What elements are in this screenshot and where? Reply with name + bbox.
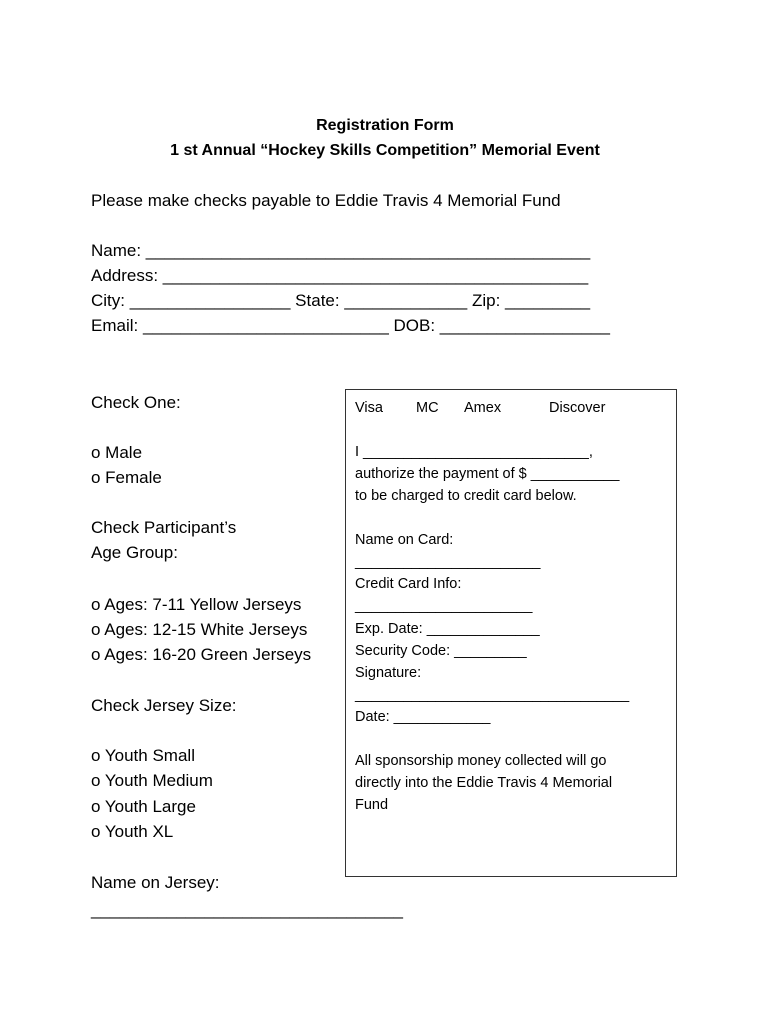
jersey-name-label: Name on Jersey: bbox=[91, 873, 220, 892]
sponsorship-note-line3: Fund bbox=[355, 797, 389, 813]
age-group-label: Check Participant’s bbox=[91, 518, 237, 537]
authorize-text: to be charged to credit card below. bbox=[355, 488, 577, 504]
sponsorship-note-line2: directly into the Eddie Travis 4 Memorial bbox=[355, 775, 613, 791]
authorizer-name-field[interactable]: I ____________________________, bbox=[355, 444, 593, 460]
age-option-12-15[interactable]: o Ages: 12-15 White Jerseys bbox=[91, 620, 308, 639]
jersey-name-field[interactable]: _________________________________ bbox=[91, 900, 404, 919]
address-field[interactable]: Address: _____________________________________________ bbox=[91, 266, 589, 285]
age-option-7-11[interactable]: o Ages: 7-11 Yellow Jerseys bbox=[91, 595, 302, 614]
name-field[interactable]: Name: _______________________________________________ bbox=[91, 241, 591, 260]
gender-option-male[interactable]: o Male bbox=[91, 443, 143, 462]
signature-label: Signature: bbox=[355, 665, 422, 681]
jersey-size-label: Check Jersey Size: bbox=[91, 696, 237, 715]
exp-date-field[interactable]: Exp. Date: ______________ bbox=[355, 621, 540, 637]
form-title: Registration Form bbox=[316, 117, 454, 134]
payment-amount-field[interactable]: authorize the payment of $ ___________ bbox=[355, 466, 620, 482]
jersey-size-youth-medium[interactable]: o Youth Medium bbox=[91, 771, 213, 790]
date-field[interactable]: Date: ____________ bbox=[355, 709, 491, 725]
jersey-size-youth-xl[interactable]: o Youth XL bbox=[91, 822, 174, 841]
sponsorship-note-line1: All sponsorship money collected will go bbox=[355, 753, 607, 769]
card-type-visa[interactable]: Visa bbox=[355, 400, 383, 416]
age-option-16-20[interactable]: o Ages: 16-20 Green Jerseys bbox=[91, 645, 312, 664]
security-code-field[interactable]: Security Code: _________ bbox=[355, 643, 527, 659]
jersey-size-youth-large[interactable]: o Youth Large bbox=[91, 797, 196, 816]
card-type-mc[interactable]: MC bbox=[416, 400, 439, 416]
credit-card-info-field[interactable]: ______________________ bbox=[355, 598, 533, 614]
jersey-size-youth-small[interactable]: o Youth Small bbox=[91, 746, 195, 765]
card-type-discover[interactable]: Discover bbox=[549, 400, 606, 416]
signature-field[interactable]: __________________________________ bbox=[355, 687, 630, 703]
gender-label: Check One: bbox=[91, 393, 181, 412]
name-on-card-label: Name on Card: bbox=[355, 532, 454, 548]
city-state-zip-field[interactable]: City: _________________ State: _____________ Zip: _________ bbox=[91, 291, 591, 310]
event-subtitle: 1 st Annual “Hockey Skills Competition” Memorial Event bbox=[170, 142, 600, 159]
credit-card-authorization-box bbox=[345, 389, 677, 877]
credit-card-info-label: Credit Card Info: bbox=[355, 576, 462, 592]
email-dob-field[interactable]: Email: __________________________ DOB: __________________ bbox=[91, 316, 610, 335]
name-on-card-field[interactable]: _______________________ bbox=[355, 554, 541, 570]
card-type-amex[interactable]: Amex bbox=[464, 400, 502, 416]
gender-option-female[interactable]: o Female bbox=[91, 468, 162, 487]
age-group-label-2: Age Group: bbox=[91, 543, 178, 562]
payable-note: Please make checks payable to Eddie Travis 4 Memorial Fund bbox=[91, 191, 561, 210]
